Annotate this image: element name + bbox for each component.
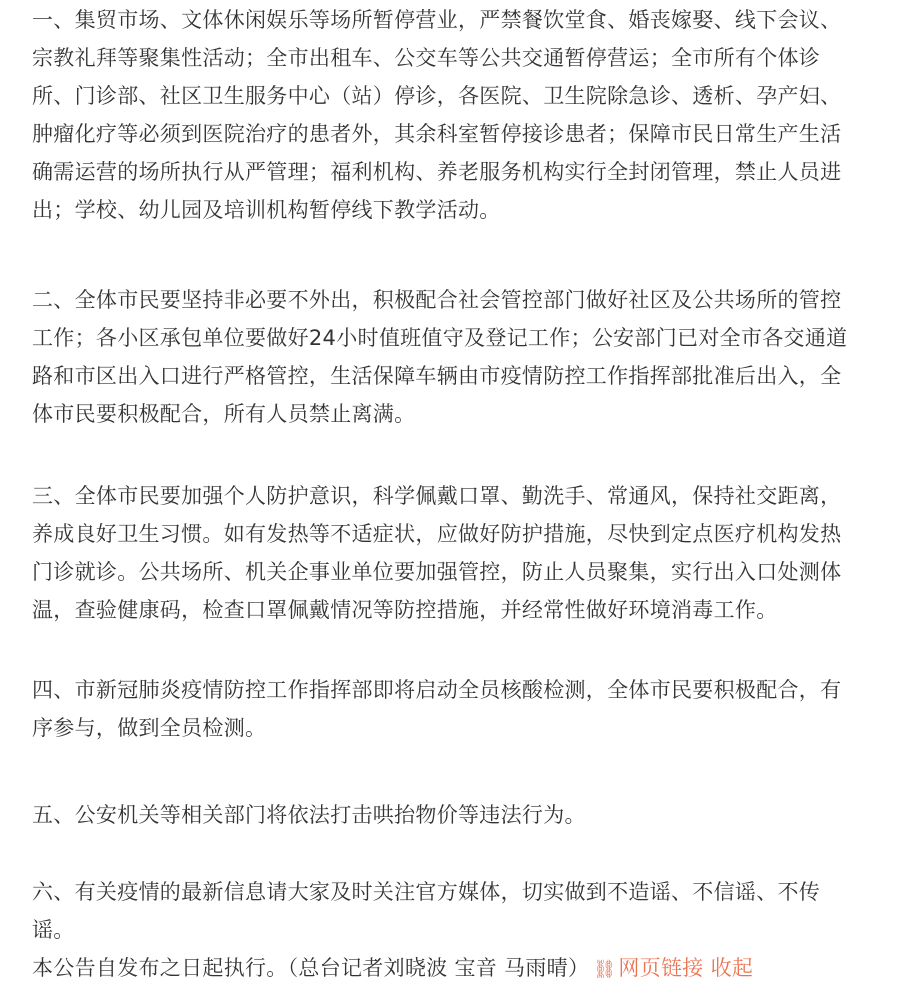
text-line: 体市民要积极配合，所有人员禁止离满。 [32, 402, 416, 426]
text-line: 工作；各小区承包单位要做好24小时值班值守及登记工作；公安部门已对全市各交通道 [32, 326, 848, 350]
paragraph-6 [32, 873, 912, 949]
paragraph-3 [32, 477, 912, 629]
paragraph-4 [32, 671, 912, 747]
paragraph-5 [32, 796, 912, 834]
footer-text: 本公告自发布之日起执行。（总台记者刘晓波 宝音 马雨晴） [32, 956, 590, 980]
text-line: 五、公安机关等相关部门将依法打击哄抬物价等违法行为。 [32, 803, 586, 827]
text-line: 肿瘤化疗等必须到医院治疗的患者外，其余科室暂停接诊患者；保障市民日常生产生活 [32, 122, 842, 146]
paragraph-2 [32, 281, 912, 433]
text-line: 六、有关疫情的最新信息请大家及时关注官方媒体，切实做到不造谣、不信谣、不传 [32, 880, 821, 904]
link-icon: ⛓ [593, 959, 617, 980]
post-footer [32, 949, 912, 987]
text-line: 序参与，做到全员检测。 [32, 716, 267, 740]
text-line: 三、全体市民要加强个人防护意识，科学佩戴口罩、勤洗手、常通风，保持社交距离， [32, 484, 842, 508]
text-line: 所、门诊部、社区卫生服务中心（站）停诊，各医院、卫生院除急诊、透析、孕产妇、 [32, 84, 842, 108]
text-line: 谣。 [32, 918, 75, 942]
text-line: 养成良好卫生习惯。如有发热等不适症状，应做好防护措施，尽快到定点医疗机构发热 [32, 522, 842, 546]
web-link-label: 网页链接 [618, 956, 704, 980]
footer-line [32, 949, 912, 987]
text-line: 确需运营的场所执行从严管理；福利机构、养老服务机构实行全封闭管理，禁止人员进 [32, 160, 842, 184]
text-line: 温，查验健康码，检查口罩佩戴情况等防控措施，并经常性做好环境消毒工作。 [32, 598, 778, 622]
text-line: 一、集贸市场、文体休闲娱乐等场所暂停营业，严禁餐饮堂食、婚丧嫁娶、线下会议、 [32, 8, 842, 32]
text-line: 宗教礼拜等聚集性活动；全市出租车、公交车等公共交通暂停营运；全市所有个体诊 [32, 46, 821, 70]
paragraph-1 [32, 1, 912, 229]
collapse-button[interactable]: 收起 [710, 956, 754, 980]
text-line: 四、市新冠肺炎疫情防控工作指挥部即将启动全员核酸检测，全体市民要积极配合，有 [32, 678, 842, 702]
text-line: 出；学校、幼儿园及培训机构暂停线下教学活动。 [32, 198, 501, 222]
web-link[interactable] [589, 956, 703, 980]
text-line: 二、全体市民要坚持非必要不外出，积极配合社会管控部门做好社区及公共场所的管控 [32, 288, 842, 312]
text-line: 门诊就诊。公共场所、机关企事业单位要加强管控，防止人员聚集，实行出入口处测体 [32, 560, 842, 584]
post-body [32, 1, 912, 987]
text-line: 路和市区出入口进行严格管控，生活保障车辆由市疫情防控工作指挥部批准后出入，全 [32, 364, 842, 388]
